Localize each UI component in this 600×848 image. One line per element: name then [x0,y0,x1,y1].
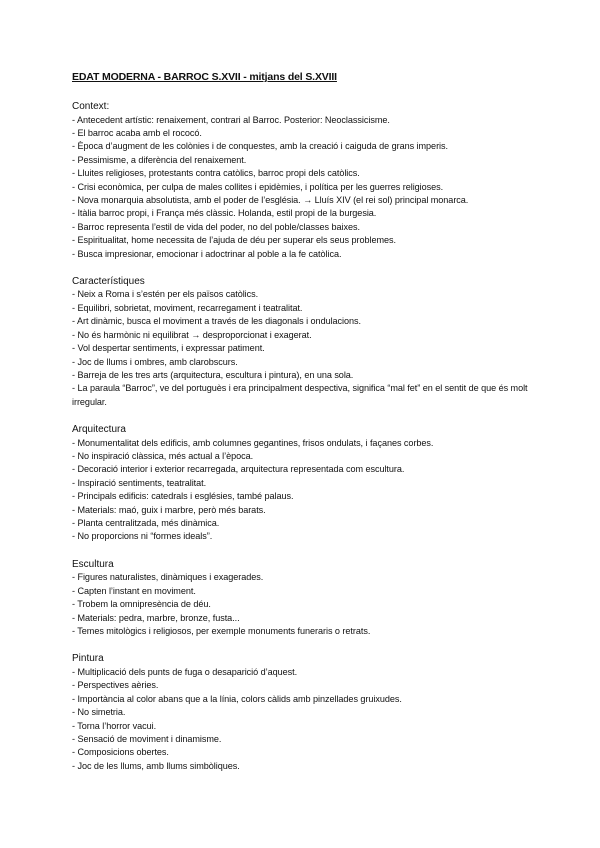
list-item: - Barroc representa l’estil de vida del poder, no del poble/classes baixes. [72,221,360,232]
list-item: - No és harmònic ni equilibrat → desproporcionat i exagerat. [72,329,312,340]
list-item: - Lluites religioses, protestants contra catòlics, barroc propi dels catòlics. [72,168,360,179]
bullet-list [72,114,542,261]
section-arquitectura [72,423,542,544]
list-item: - Itàlia barroc propi, i França més clàssic. Holanda, estil propi de la burgesia. [72,208,377,219]
list-item: - Nova monarquia absolutista, amb el poder de l’església. → Lluís XIV (el rei sol) principal monarca. [72,194,469,205]
list-item: - El barroc acaba amb el rococó. [72,127,202,138]
section-heading: Context: [72,101,110,112]
list-item: - Principals edificis: catedrals i esglésies, també palaus. [72,491,294,502]
bullet-list [72,666,542,773]
list-item: - Planta centralitzada, més dinàmica. [72,518,220,529]
list-item: - Trobem la omnipresència de déu. [72,599,211,610]
section-característiques [72,275,542,409]
section-escultura [72,558,542,639]
section-context [72,100,542,261]
list-item: - Temes mitològics i religiosos, per exemple monuments funeraris o retrats. [72,626,371,636]
list-item: - Materials: pedra, marbre, bronze, fusta... [72,612,240,623]
list-item: - Monumentalitat dels edificis, amb columnes gegantines, frisos ondulats, i façanes corbes. [72,437,434,448]
list-item: - Antecedent artístic: renaixement, contrari al Barroc. Posterior: Neoclassicisme. [72,114,390,125]
document-page [72,70,542,787]
page-title: EDAT MODERNA - BARROC S.XVII - mitjans del S.XVIII [72,71,337,83]
list-item: - Importància al color abans que a la línia, colors càlids amb pinzellades gruixudes. [72,693,402,704]
bullet-list [72,288,542,409]
list-item: - Perspectives aèries. [72,680,159,691]
section-heading: Escultura [72,558,114,570]
section-pintura [72,652,542,773]
list-item: - Vol despertar sentiments, i expressar patiment. [72,343,265,354]
bullet-list [72,437,542,544]
list-item: - Època d’augment de les colònies i de conquestes, amb la creació i caiguda de grans imperis. [72,141,448,152]
list-item: - No inspiració clàssica, més actual a l’època. [72,451,254,462]
list-item: - Joc de les llums, amb llums simbòliques. [72,760,240,771]
list-item: - Pessimisme, a diferència del renaixement. [72,154,247,165]
section-heading: Característiques [72,275,145,287]
list-item: - Crisi econòmica, per culpa de males collites i epidèmies, i política per les guerres religioses. [72,181,444,192]
list-item: - Neix a Roma i s’estén per els països catòlics. [72,289,259,300]
list-item: - Figures naturalistes, dinàmiques i exagerades. [72,572,264,583]
list-item: - Torna l’horror vacui. [72,720,157,731]
list-item: - Multiplicació dels punts de fuga o desaparició d’aquest. [72,666,298,677]
section-heading: Arquitectura [72,424,126,436]
sections-container [72,100,542,773]
list-item: - Espiritualitat, home necessita de l’ajuda de déu per superar els seus problemes. [72,235,396,246]
list-item: - Composicions obertes. [72,747,169,758]
list-item: - Inspiració sentiments, teatralitat. [72,477,207,488]
list-item: - Art dinàmic, busca el moviment a través de les diagonals i ondulacions. [72,316,362,327]
list-item: - Equilibri, sobrietat, moviment, recarregament i teatralitat. [72,302,303,313]
list-item: - Capten l’instant en moviment. [72,585,196,596]
list-item: - Barreja de les tres arts (arquitectura, escultura i pintura), en una sola. [72,369,354,380]
list-item: - Joc de llums i ombres, amb clarobscurs. [72,356,238,367]
list-item: - La paraula “Barroc”, ve del portuguès i era principalment despectiva, significa “mal fet” en el sentit de que és molt irregular. [72,383,528,407]
list-item: - Sensació de moviment i dinamisme. [72,733,222,744]
list-item: - No simetria. [72,707,126,718]
list-item: - Decoració interior i exterior recarregada, arquitectura representada com escultura. [72,464,405,475]
list-item: - Busca impresionar, emocionar i adoctrinar al poble a la fe catòlica. [72,248,342,259]
list-item: - Materials: maó, guix i marbre, però més barats. [72,504,266,515]
section-heading: Pintura [72,653,104,665]
list-item: - No proporcions ni “formes ideals”. [72,531,213,542]
bullet-list [72,571,542,638]
